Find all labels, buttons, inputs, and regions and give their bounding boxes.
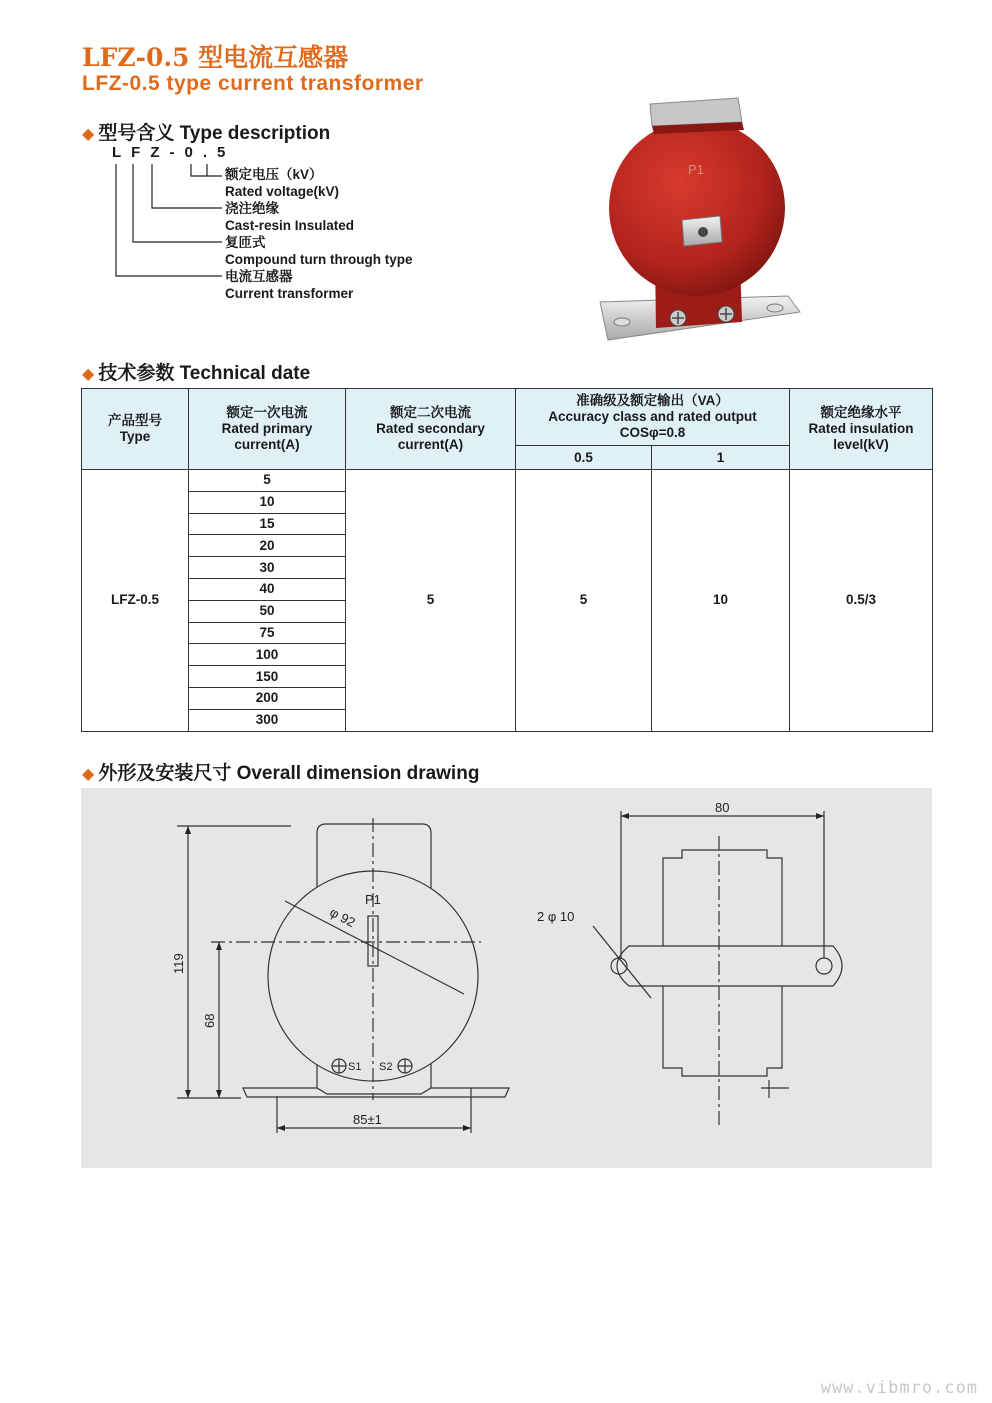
diamond-bullet-icon: ◆ <box>82 366 95 383</box>
header-accuracy <box>516 389 790 446</box>
cell-primary-current: 10 <box>189 491 346 513</box>
front-view <box>177 818 509 1133</box>
cell-primary-current: 15 <box>189 513 346 535</box>
header-primary-en2: current(A) <box>234 437 300 452</box>
header-primary-en1: Rated primary <box>221 421 313 436</box>
cell-primary-current: 50 <box>189 600 346 622</box>
desc-item-insulated <box>225 200 354 234</box>
watermark: www.vibmro.com <box>820 1378 978 1398</box>
dimension-heading <box>82 758 479 785</box>
desc-transformer-en: Current transformer <box>225 286 354 301</box>
technical-heading-text: 技术参数 Technical date <box>98 363 311 384</box>
header-secondary <box>346 389 516 470</box>
label-p1: P1 <box>365 892 381 907</box>
model-code: LFZ-0.5 <box>112 144 236 161</box>
header-insulation-en2: level(kV) <box>833 437 889 452</box>
header-secondary-en1: Rated secondary <box>376 421 485 436</box>
header-type-cn: 产品型号 <box>108 413 162 428</box>
label-base-width: 85±1 <box>353 1112 382 1127</box>
dimension-drawing-panel <box>81 788 932 1168</box>
cell-primary-current: 20 <box>189 535 346 557</box>
header-accuracy-en: Accuracy class and rated output <box>548 409 757 424</box>
desc-item-transformer <box>225 268 353 302</box>
cell-primary-current: 30 <box>189 557 346 579</box>
header-secondary-cn: 额定二次电流 <box>390 405 471 420</box>
desc-transformer-cn: 电流互感器 <box>225 269 293 284</box>
cell-primary-current: 5 <box>189 470 346 492</box>
desc-compound-en: Compound turn through type <box>225 252 413 267</box>
cell-secondary: 5 <box>346 470 516 732</box>
diamond-bullet-icon: ◆ <box>82 766 95 783</box>
cell-output-05: 5 <box>516 470 652 732</box>
technical-heading <box>82 358 310 385</box>
label-s2: S2 <box>379 1061 393 1073</box>
type-code-leader-lines <box>0 0 992 320</box>
label-height-total: 119 <box>171 953 186 974</box>
diamond-bullet-icon: ◆ <box>82 126 95 143</box>
page-title-en: LFZ-0.5 type current transformer <box>82 72 424 95</box>
type-description-heading-text: 型号含义 Type description <box>98 123 331 144</box>
cell-primary-current: 100 <box>189 644 346 666</box>
desc-voltage-en: Rated voltage(kV) <box>225 184 340 199</box>
header-class-1: 1 <box>652 446 790 470</box>
label-diameter: φ 92 <box>327 904 358 931</box>
label-height-center: 68 <box>202 1013 217 1028</box>
header-primary <box>189 389 346 470</box>
cell-output-1: 10 <box>652 470 790 732</box>
desc-insulated-en: Cast-resin Insulated <box>225 218 355 233</box>
dimension-drawing <box>81 788 932 1168</box>
header-class-05: 0.5 <box>516 446 652 470</box>
product-photo <box>560 90 820 350</box>
cell-primary-current: 75 <box>189 622 346 644</box>
technical-table <box>81 388 933 732</box>
header-secondary-en2: current(A) <box>397 437 464 452</box>
desc-item-compound <box>225 234 412 268</box>
desc-item-voltage <box>225 166 339 200</box>
cell-primary-current: 150 <box>189 666 346 688</box>
label-s1: S1 <box>348 1061 362 1073</box>
header-insulation-cn: 额定绝缘水平 <box>820 405 902 420</box>
side-view <box>593 811 842 1128</box>
page-title-cn: LFZ-0.5 型电流互感器 <box>82 43 349 72</box>
header-insulation <box>790 389 933 470</box>
label-width-top: 80 <box>715 800 730 815</box>
desc-voltage-cn: 额定电压（kV） <box>225 167 323 182</box>
header-insulation-en1: Rated insulation <box>808 421 914 436</box>
header-primary-cn: 额定一次电流 <box>226 405 308 420</box>
photo-p1-label: P1 <box>688 162 704 177</box>
cell-type: LFZ-0.5 <box>82 470 189 732</box>
desc-insulated-cn: 浇注绝缘 <box>225 201 279 216</box>
label-holes: 2 φ 10 <box>537 909 575 924</box>
header-type-en: Type <box>119 429 151 444</box>
cell-insulation: 0.5/3 <box>790 470 933 732</box>
header-accuracy-cos: COSφ=0.8 <box>619 425 686 440</box>
desc-compound-cn: 复匝式 <box>225 235 266 250</box>
header-type <box>82 389 189 470</box>
cell-primary-current: 300 <box>189 709 346 731</box>
cell-primary-current: 40 <box>189 578 346 600</box>
cell-primary-current: 200 <box>189 687 346 709</box>
header-accuracy-cn: 准确级及额定输出（VA） <box>576 393 729 408</box>
dimension-heading-text: 外形及安装尺寸 Overall dimension drawing <box>98 763 480 784</box>
